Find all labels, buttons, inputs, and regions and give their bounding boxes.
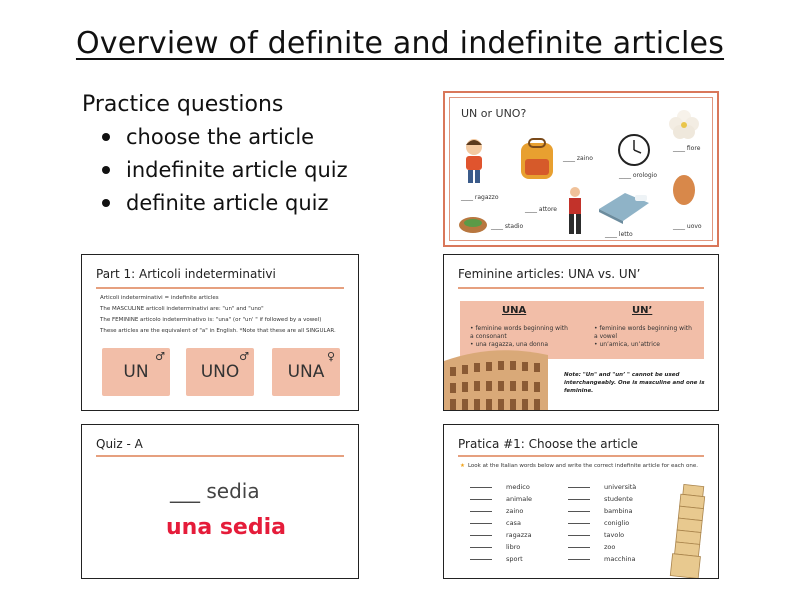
- actor-icon: [563, 185, 587, 237]
- slide-part1: [81, 254, 359, 411]
- leaning-tower-icon: [662, 481, 706, 579]
- slide-feminine-articles: Feminine articles: UNA vs. UN’ UNA UN’ • feminine words beginning with a consonant • una ragazza, una donna • feminine words beginning with a vowel • un’amica, un’attrice Note: "Un" and "un’ " cannot be used interchangeably. One is masculine and one is feminine.: [443, 254, 719, 411]
- bullet-icon: [102, 133, 110, 141]
- word-list-right: [568, 481, 636, 565]
- slide-pratica-1: [443, 424, 719, 579]
- list-item: casa: [470, 517, 532, 529]
- colosseum-icon: [444, 343, 554, 411]
- slide-un-uno: [443, 91, 719, 247]
- instructions: ★ Look at the Italian words below and write the correct indefinite article for each one.: [460, 463, 698, 469]
- clock-icon: [617, 133, 651, 167]
- list-item: choose the article: [102, 125, 348, 149]
- practice-heading: Practice questions: [82, 92, 284, 117]
- col-heading-una: UNA: [502, 305, 527, 316]
- list-item: università: [568, 481, 636, 493]
- list-item: indefinite article quiz: [102, 158, 348, 182]
- list-item: zoo: [568, 541, 636, 553]
- slide-quiz-a: [81, 424, 359, 579]
- page-title: Overview of definite and indefinite articles: [75, 26, 725, 61]
- slide-title: Part 1: Articoli indeterminativi: [96, 267, 276, 281]
- bullet-text: The MASCULINE articoli indeterminativi are: "un" and "uno": [100, 306, 264, 312]
- list-item: ragazza: [470, 529, 532, 541]
- list-item: coniglio: [568, 517, 636, 529]
- bullet-text: These articles are the equivalent of "a" in English. *Note that these are all SINGULAR.: [100, 328, 336, 334]
- label-uovo: ____ uovo: [673, 223, 702, 230]
- quiz-question: ___ sedia: [170, 479, 260, 503]
- practice-list: [102, 125, 348, 215]
- list-item: bambina: [568, 505, 636, 517]
- list-item: libro: [470, 541, 532, 553]
- label-orologio: ____ orologio: [619, 172, 658, 179]
- list-item: tavolo: [568, 529, 636, 541]
- divider: [96, 455, 344, 457]
- label-ragazzo: ____ ragazzo: [461, 194, 499, 201]
- flower-icon: [667, 107, 701, 139]
- label-stadio: ____ stadio: [491, 223, 524, 230]
- article-box-una: UNA ♀: [272, 348, 340, 396]
- quiz-answer: una sedia: [166, 515, 286, 540]
- bullet-text: Articoli indeterminativi = indefinite articles: [100, 295, 219, 301]
- bed-icon: [595, 187, 651, 225]
- slide-title: UN or UNO?: [461, 107, 527, 120]
- note-text: Note: "Un" and "un’ " cannot be used interchangeably. One is masculine and one is feminine.: [564, 372, 705, 394]
- list-item: studente: [568, 493, 636, 505]
- practice-section: [82, 92, 348, 224]
- list-item: zaino: [470, 505, 532, 517]
- bullet-icon: [102, 199, 110, 207]
- slide-title: Quiz - A: [96, 437, 143, 451]
- divider: [96, 287, 344, 289]
- boy-icon: [459, 137, 489, 187]
- label-zaino: ____ zaino: [563, 155, 593, 162]
- label-attore: ____ attore: [525, 206, 557, 213]
- list-item: definite article quiz: [102, 191, 348, 215]
- list-item: animale: [470, 493, 532, 505]
- list-item: macchina: [568, 553, 636, 565]
- word-list-left: [470, 481, 532, 565]
- stadium-icon: [457, 213, 489, 235]
- star-icon: ★: [460, 463, 465, 469]
- col-heading-un-apostrophe: UN’: [632, 305, 653, 316]
- slide-title: Feminine articles: UNA vs. UN’: [458, 267, 641, 281]
- male-icon: ♂: [239, 350, 249, 363]
- article-box-uno: UNO ♂: [186, 348, 254, 396]
- divider: [458, 455, 704, 457]
- divider: [458, 287, 704, 289]
- female-icon: ♀: [326, 350, 335, 363]
- bullet-icon: [102, 166, 110, 174]
- label-letto: ____ letto: [605, 231, 633, 238]
- egg-icon: [671, 171, 697, 207]
- label-fiore: ____ fiore: [673, 145, 701, 152]
- backpack-icon: [517, 137, 557, 181]
- list-item: medico: [470, 481, 532, 493]
- slide-title: Pratica #1: Choose the article: [458, 437, 638, 451]
- bullet-text: The FEMININE articolo indeterminativo is: "una" (or "un' " if followed by a vowel): [100, 317, 322, 323]
- list-item: sport: [470, 553, 532, 565]
- article-box-un: UN ♂: [102, 348, 170, 396]
- male-icon: ♂: [155, 350, 165, 363]
